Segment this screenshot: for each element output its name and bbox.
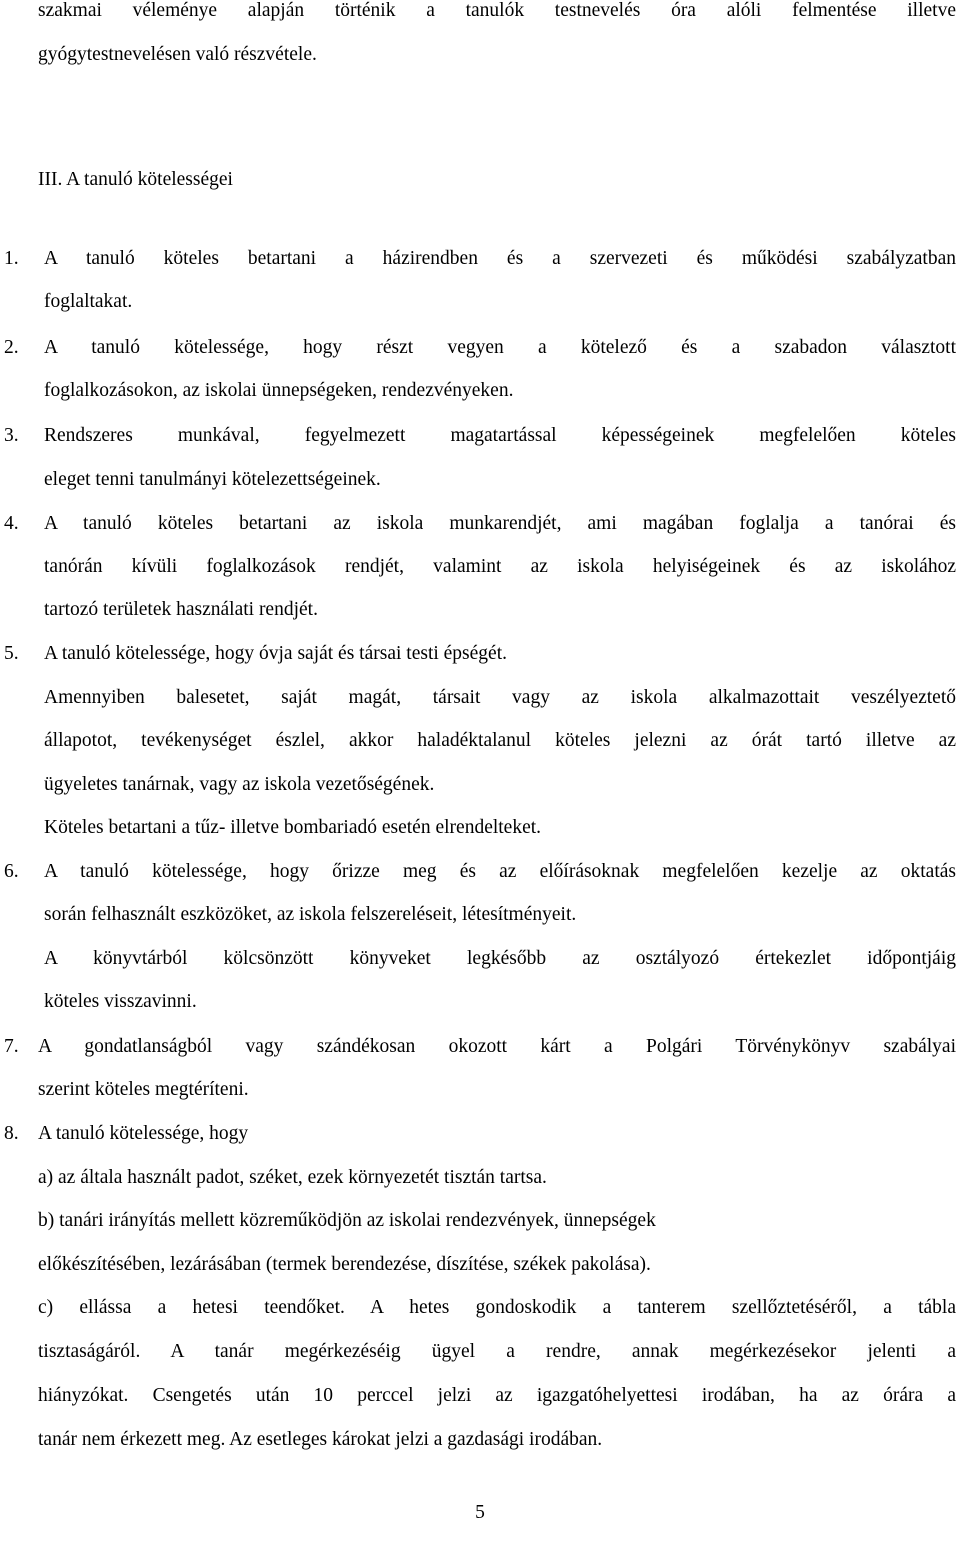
item-7-line-2: szerint köteles megtéríteni.	[38, 1079, 249, 1100]
item-6-number: 6.	[4, 861, 19, 882]
sub-item-c-line-3: hiányzókat. Csengetés után 10 perccel jelzi az igazgatóhelyettesi irodában, ha az órára a	[38, 1385, 956, 1406]
sub-item-b-line-2: előkészítésében, lezárásában (termek berendezése, díszítése, székek pakolása).	[38, 1254, 651, 1275]
item-8-line-1: A tanuló kötelessége, hogy	[38, 1123, 249, 1144]
item-5-line-5: Köteles betartani a tűz- illetve bombariadó esetén elrendelteket.	[44, 817, 542, 838]
item-7-line-1: A gondatlanságból vagy szándékosan okozott kárt a Polgári Törvénykönyv szabályai	[38, 1036, 956, 1057]
item-5-line-3: állapotot, tevékenységet észlel, akkor haladéktalanul köteles jelezni az órát tartó illetve az	[44, 730, 956, 751]
item-8-number: 8.	[4, 1123, 19, 1144]
item-2-line-2: foglalkozásokon, az iskolai ünnepségeken, rendezvényeken.	[44, 380, 514, 401]
item-1-number: 1.	[4, 248, 19, 269]
item-5-line-1: A tanuló kötelessége, hogy óvja saját és társai testi épségét.	[44, 643, 508, 664]
item-2-number: 2.	[4, 337, 19, 358]
item-2-line-1: A tanuló kötelessége, hogy részt vegyen a kötelező és a szabadon választott	[44, 337, 956, 358]
sub-item-b-line-1: b) tanári irányítás mellett közreműködjön az iskolai rendezvények, ünnepségek	[38, 1210, 656, 1231]
item-5-line-4: ügyeletes tanárnak, vagy az iskola vezetőségének.	[44, 774, 435, 795]
item-4-line-1: A tanuló köteles betartani az iskola munkarendjét, ami magában foglalja a tanórai és	[44, 513, 956, 534]
sub-item-c-line-4: tanár nem érkezett meg. Az esetleges károkat jelzi a gazdasági irodában.	[38, 1429, 603, 1450]
sub-item-c-line-2: tisztaságáról. A tanár megérkezéséig ügyel a rendre, annak megérkezésekor jelenti a	[38, 1341, 956, 1362]
item-7-number: 7.	[4, 1036, 19, 1057]
item-4-line-3: tartozó területek használati rendjét.	[44, 599, 318, 620]
item-5-number: 5.	[4, 643, 19, 664]
item-6-line-3: A könyvtárból kölcsönzött könyveket legkésőbb az osztályozó értekezlet időpontjáig	[44, 948, 956, 969]
intro-line-1: szakmai véleménye alapján történik a tanulók testnevelés óra alóli felmentése illetve	[38, 0, 956, 21]
item-6-line-4: köteles visszavinni.	[44, 991, 197, 1012]
item-4-line-2: tanórán kívüli foglalkozások rendjét, valamint az iskola helyiségeinek és az iskolához	[44, 556, 956, 577]
item-3-line-1: Rendszeres munkával, fegyelmezett magatartással képességeinek megfelelően köteles	[44, 425, 956, 446]
sub-item-c-line-1: c) ellássa a hetesi teendőket. A hetes gondoskodik a tanterem szellőztetéséről, a tábla	[38, 1297, 956, 1318]
item-3-line-2: eleget tenni tanulmányi kötelezettségeinek.	[44, 469, 381, 490]
page-number: 5	[475, 1502, 485, 1523]
item-1-line-1: A tanuló köteles betartani a házirendben és a szervezeti és működési szabályzatban	[44, 248, 956, 269]
item-4-number: 4.	[4, 513, 19, 534]
section-title: III. A tanuló kötelességei	[38, 169, 233, 190]
sub-item-a: a) az általa használt padot, széket, ezek környezetét tisztán tartsa.	[38, 1167, 547, 1188]
intro-line-2: gyógytestnevelésen való részvétele.	[38, 44, 317, 65]
item-3-number: 3.	[4, 425, 19, 446]
item-1-line-2: foglaltakat.	[44, 291, 133, 312]
item-5-line-2: Amennyiben balesetet, saját magát, társait vagy az iskola alkalmazottait veszélyeztető	[44, 687, 956, 708]
item-6-line-1: A tanuló kötelessége, hogy őrizze meg és az előírásoknak megfelelően kezelje az oktatás	[44, 861, 956, 882]
item-6-line-2: során felhasznált eszközöket, az iskola felszereléseit, létesítményeit.	[44, 904, 577, 925]
